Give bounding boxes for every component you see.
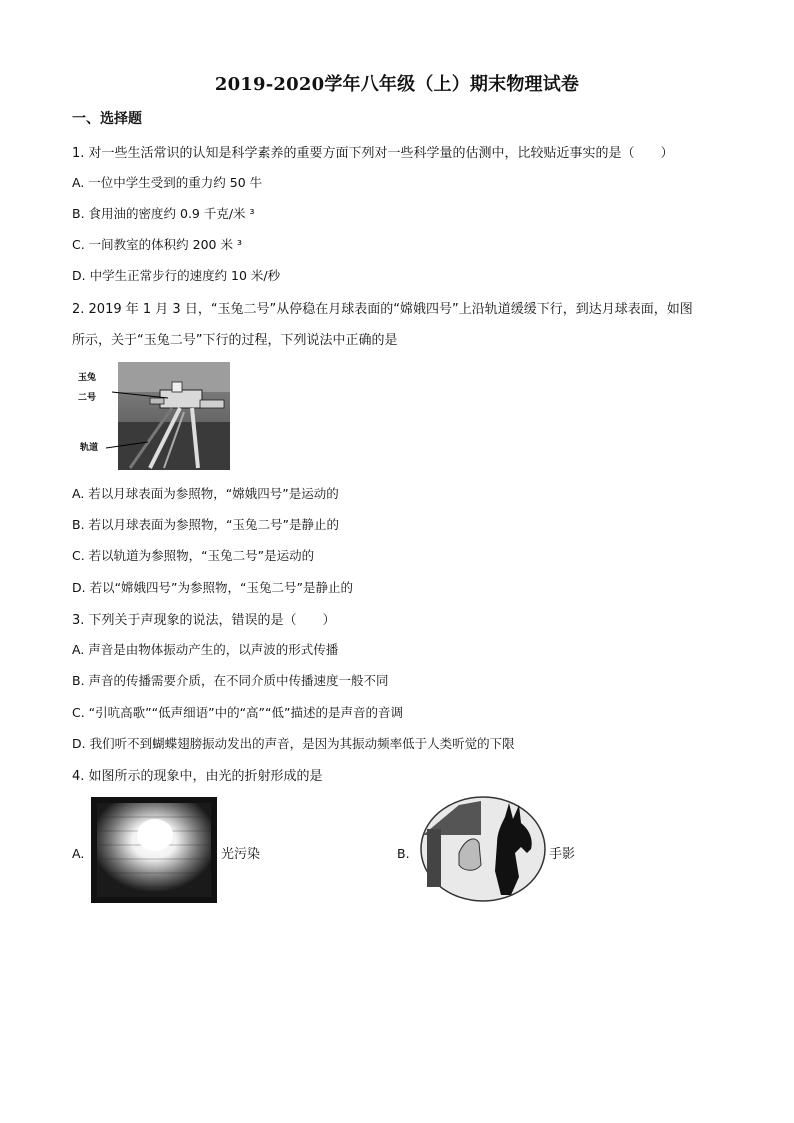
question-2-option-a: A. 若以月球表面为参照物，“嫦娥四号”是运动的 xyxy=(72,486,339,501)
question-2-option-b: B. 若以月球表面为参照物，“玉兔二号”是静止的 xyxy=(72,517,339,532)
question-3-option-a: A. 声音是由物体振动产生的，以声波的形式传播 xyxy=(72,642,339,657)
question-2-option-c: C. 若以轨道为参照物，“玉兔二号”是运动的 xyxy=(72,548,315,563)
rover-figure xyxy=(76,362,236,470)
question-4-stem: 4. 如图所示的现象中，由光的折射形成的是 xyxy=(72,769,323,784)
question-2-stem-line-2: 所示，关于“玉兔二号”下行的过程，下列说法中正确的是 xyxy=(72,333,398,348)
question-1-option-c: C. 一间教室的体积约 200 米 ³ xyxy=(72,237,242,252)
light-pollution-illustration xyxy=(91,797,217,903)
question-4-option-a-caption: 光污染 xyxy=(221,847,261,862)
question-3-stem: 3. 下列关于声现象的说法，错误的是（ ） xyxy=(72,613,336,628)
question-2-stem-line-1: 2. 2019 年 1 月 3 日，“玉兔二号”从停稳在月球表面的“嫦娥四号”上沿轨道缓缓下行，到达月球表面，如图 xyxy=(72,302,693,317)
hand-shadow-image xyxy=(419,795,547,903)
figure-label-rover-1: 玉兔 xyxy=(78,373,97,383)
figure-label-track: 轨道 xyxy=(80,443,99,453)
question-2-option-d: D. 若以“嫦娥四号”为参照物，“玉兔二号”是静止的 xyxy=(72,580,353,595)
figure-label-rover-2: 二号 xyxy=(78,393,97,403)
question-1-option-b: B. 食用油的密度约 0.9 千克/米 ³ xyxy=(72,206,255,221)
question-4-option-b-label: B. xyxy=(397,846,410,861)
rover-illustration xyxy=(76,362,236,470)
question-1-option-d: D. 中学生正常步行的速度约 10 米/秒 xyxy=(72,268,281,283)
section-heading: 一、选择题 xyxy=(72,111,142,127)
page-title: 2019-2020学年八年级（上）期末物理试卷 xyxy=(214,74,580,95)
question-1-option-a: A. 一位中学生受到的重力约 50 牛 xyxy=(72,175,263,190)
question-3-option-b: B. 声音的传播需要介质，在不同介质中传播速度一般不同 xyxy=(72,673,389,688)
light-pollution-image xyxy=(91,797,217,903)
question-3-option-d: D. 我们听不到蝴蝶翅膀振动发出的声音，是因为其振动频率低于人类听觉的下限 xyxy=(72,736,515,751)
question-4-option-a-label: A. xyxy=(72,846,85,861)
question-1-stem: 1. 对一些生活常识的认知是科学素养的重要方面下列对一些科学量的估测中，比较贴近事实的是（ ） xyxy=(72,146,674,161)
hand-shadow-illustration xyxy=(419,795,547,903)
question-4-option-b-caption: 手影 xyxy=(549,847,576,862)
question-3-option-c: C. “引吭高歌”“低声细语”中的“高”“低”描述的是声音的音调 xyxy=(72,705,403,720)
